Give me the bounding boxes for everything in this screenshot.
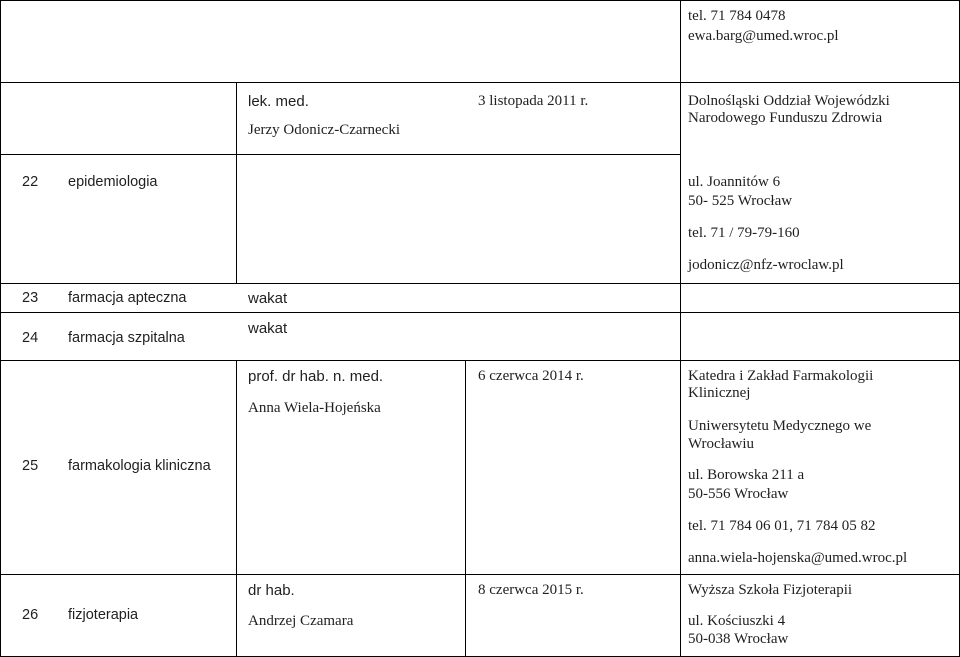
contact-email: ewa.barg@umed.wroc.pl — [688, 28, 839, 44]
row-number: 25 — [22, 458, 39, 474]
appointment-date: 3 listopada 2011 r. — [478, 93, 589, 109]
consultant-degree: lek. med. — [248, 93, 309, 110]
column-divider-consultant-b — [236, 361, 237, 657]
row-number: 26 — [22, 607, 39, 623]
institution-line: Narodowego Funduszu Zdrowia — [688, 110, 883, 126]
institution-line: Wrocławiu — [688, 436, 755, 452]
appointment-date: 8 czerwca 2015 r. — [478, 582, 584, 598]
contact-line: ul. Joannitów 6 — [688, 174, 781, 190]
row-divider-6 — [0, 574, 960, 575]
appointment-date: 6 czerwca 2014 r. — [478, 368, 584, 384]
specialty-name: fizjoterapia — [68, 607, 139, 623]
institution-email: anna.wiela-hojenska@umed.wroc.pl — [688, 550, 908, 566]
specialty-name: epidemiologia — [68, 174, 158, 190]
consultant-vacancy: wakat — [248, 290, 288, 307]
contact-line: 50- 525 Wrocław — [688, 193, 793, 209]
institution-line: 50-038 Wrocław — [688, 631, 789, 647]
row-divider-2 — [0, 154, 680, 155]
column-divider-consultant-a — [236, 83, 237, 283]
row-divider-3 — [0, 283, 960, 284]
institution-line: Uniwersytetu Medycznego we — [688, 418, 872, 434]
consultant-degree: dr hab. — [248, 582, 295, 599]
contact-line: jodonicz@nfz-wroclaw.pl — [688, 257, 844, 273]
table-left-border — [0, 0, 1, 657]
row-number: 22 — [22, 174, 39, 190]
contact-line: tel. 71 / 79-79-160 — [688, 225, 800, 241]
row-divider-5 — [0, 360, 960, 361]
institution-line: Dolnośląski Oddział Wojewódzki — [688, 93, 890, 109]
institution-line: ul. Kościuszki 4 — [688, 613, 786, 629]
institution-line: Wyższa Szkoła Fizjoterapii — [688, 582, 853, 598]
institution-line: 50-556 Wrocław — [688, 486, 789, 502]
consultant-name: Andrzej Czamara — [248, 613, 354, 629]
consultant-vacancy: wakat — [248, 320, 288, 337]
row-number: 24 — [22, 330, 39, 346]
column-divider-date — [465, 361, 466, 657]
consultant-name: Jerzy Odonicz-Czarnecki — [248, 122, 401, 138]
consultant-degree: prof. dr hab. n. med. — [248, 368, 384, 385]
institution-line: Klinicznej — [688, 385, 751, 401]
specialty-name: farmacja szpitalna — [68, 330, 185, 346]
column-divider-contact — [680, 0, 681, 657]
consultant-name: Anna Wiela-Hojeńska — [248, 400, 381, 416]
row-divider-4 — [0, 312, 960, 313]
contact-phone: tel. 71 784 0478 — [688, 8, 786, 24]
institution-line: tel. 71 784 06 01, 71 784 05 82 — [688, 518, 876, 534]
specialty-name: farmakologia kliniczna — [68, 458, 211, 474]
row-divider-top — [0, 0, 960, 1]
institution-line: ul. Borowska 211 a — [688, 467, 805, 483]
institution-line: Katedra i Zakład Farmakologii — [688, 368, 874, 384]
specialty-name: farmacja apteczna — [68, 290, 187, 306]
row-number: 23 — [22, 290, 39, 306]
row-divider-1 — [0, 82, 960, 83]
